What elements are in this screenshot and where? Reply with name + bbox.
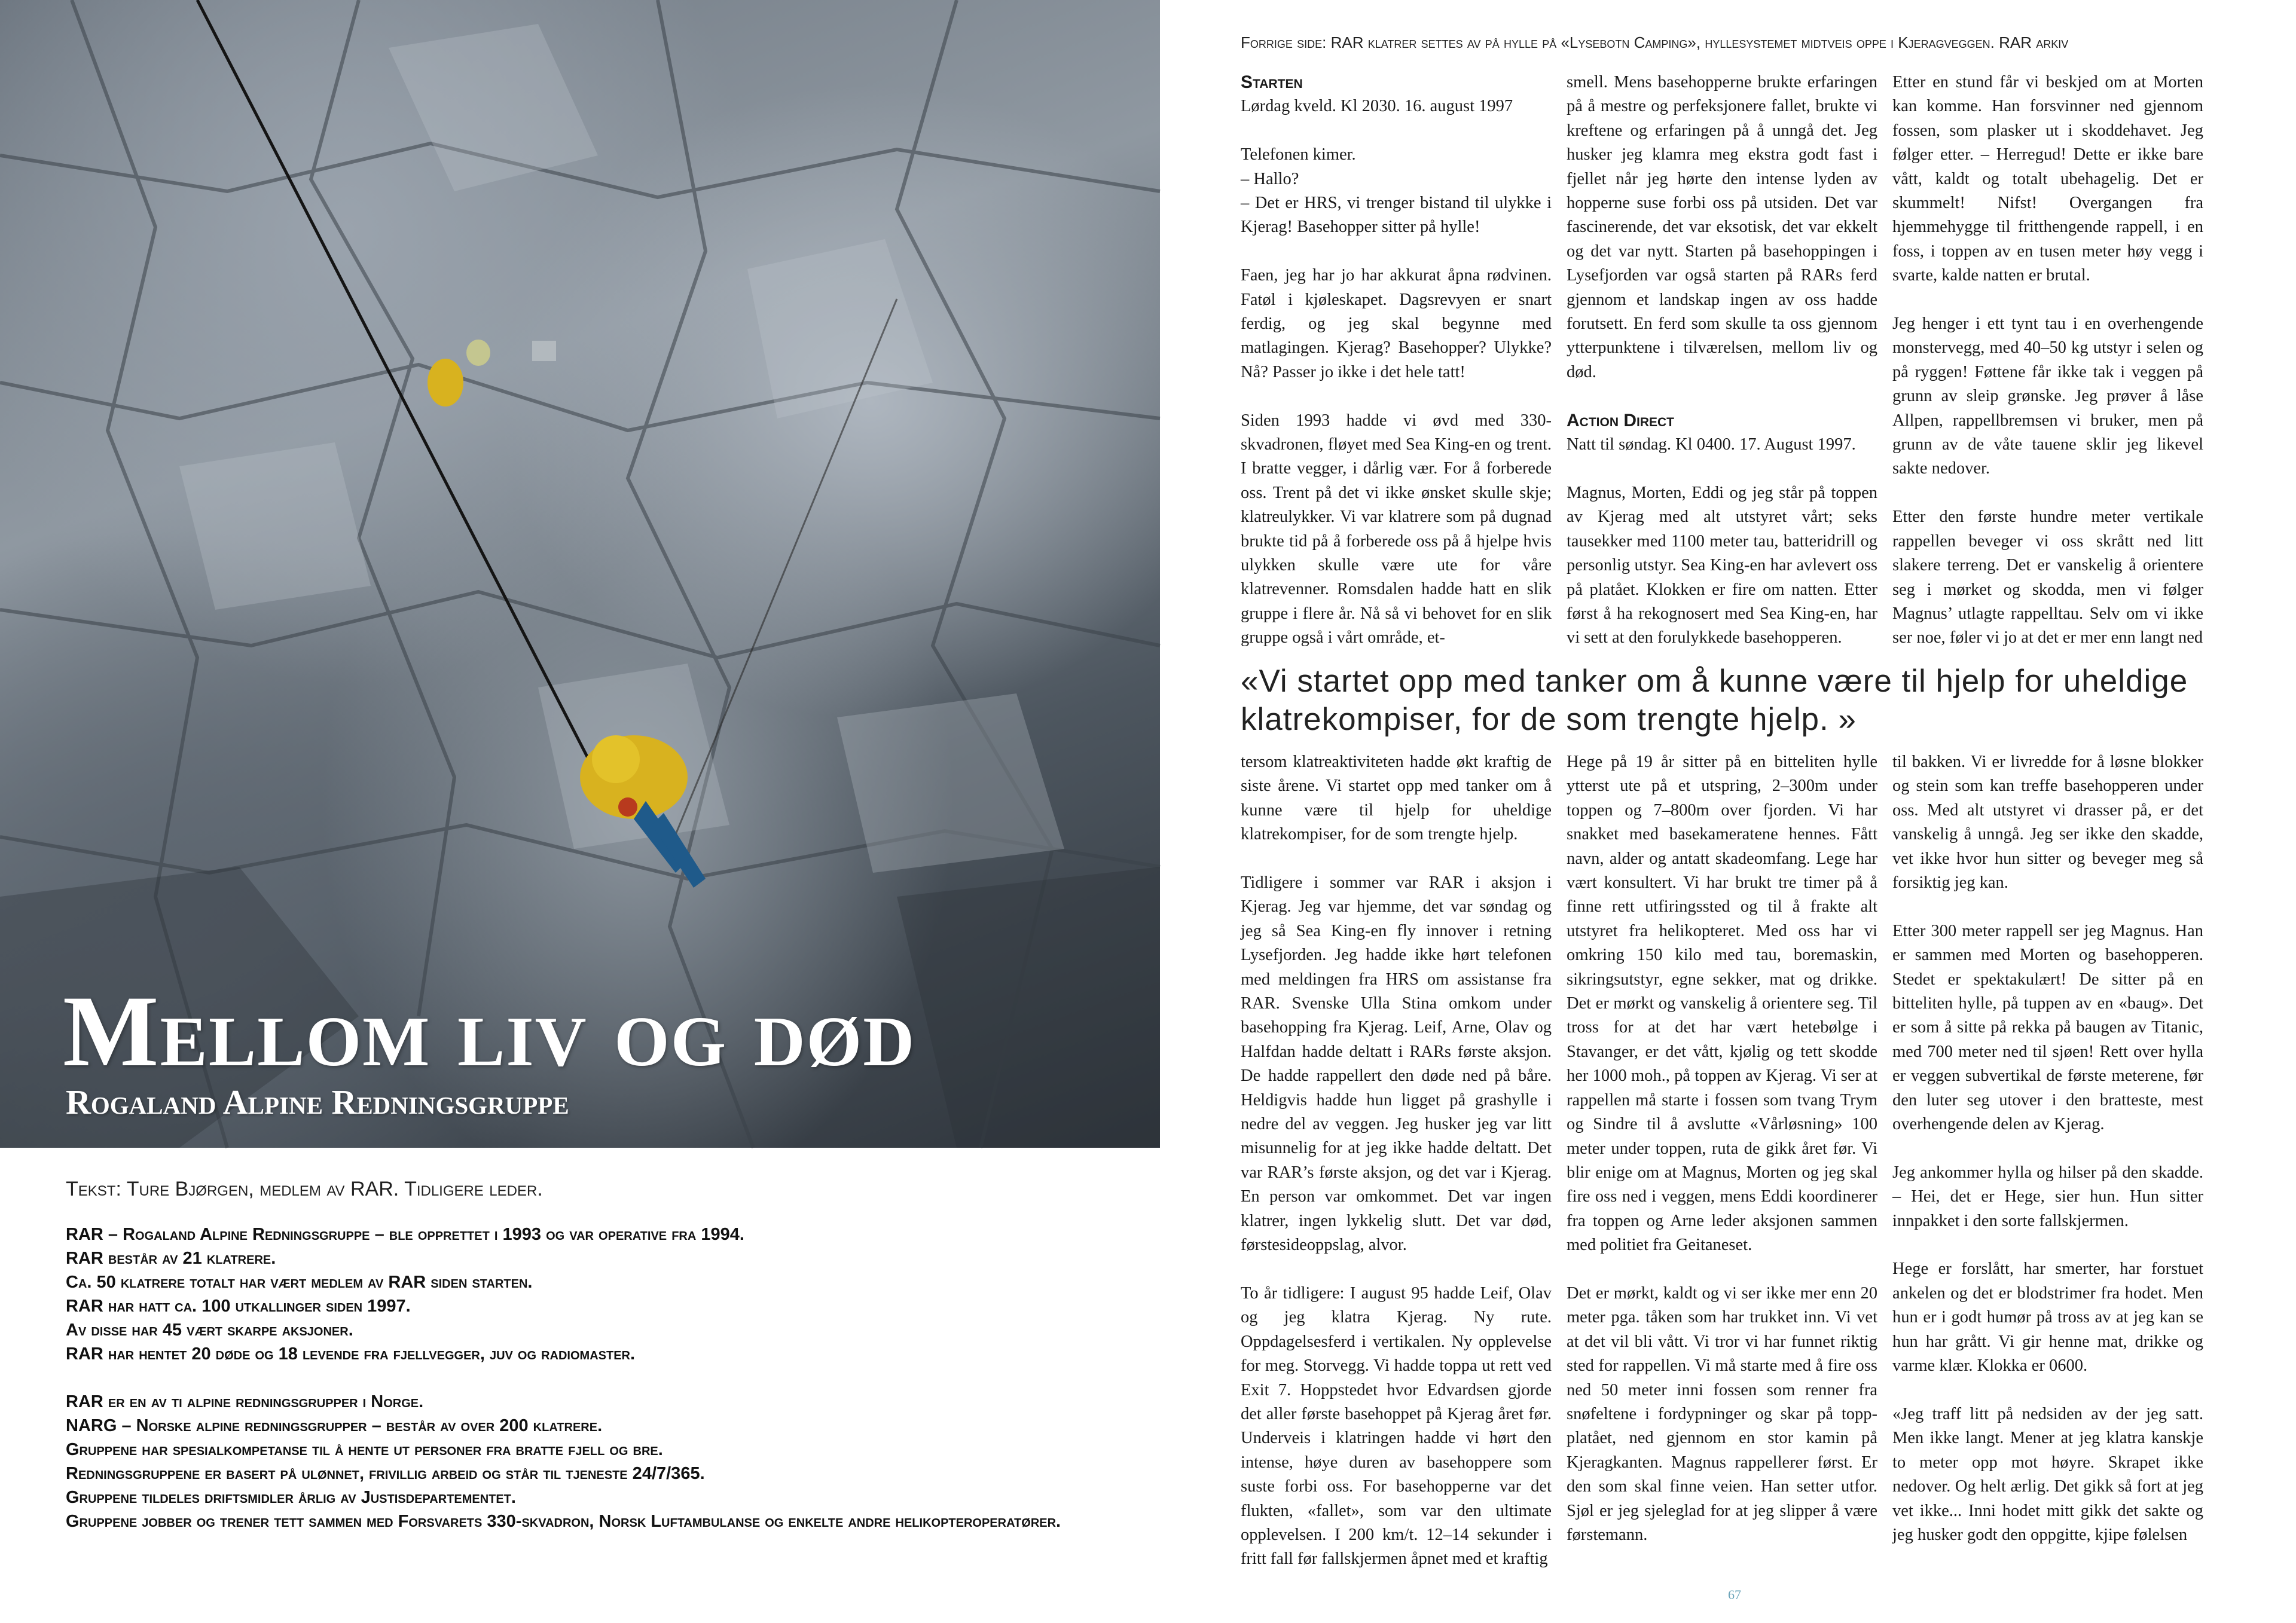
fact-line: NARG – Norske alpine redningsgrupper – består av over 200 klatrere.: [66, 1416, 603, 1435]
fact-line: Gruppene har spesialkompetanse til å hente ut personer fra bratte fjell og bre.: [66, 1440, 663, 1459]
paragraph-spacer: [1241, 384, 1552, 408]
body-paragraph: «Jeg traff litt på nedsiden av der jeg satt. Men ikke langt. Mener at jeg klatra kanskje to meter opp mot høyre. Skrapet ikke nedover. Og helt ærlig. Det gikk så fort at jeg vet ikke... Inni hodet mitt gikk det sakte og jeg husker godt den oppgitte, kjipe følelsen: [1892, 1404, 2203, 1544]
body-paragraph: Jeg henger i ett tynt tau i en overhengende monstervegg, med 40–50 kg utstyr i selen og på ryggen! Føttene får ikke tak i veggen på grunn av sleip grønske. Jeg prøver å låse Allpen, rappellbremsen vi bruker, men på grunn av de våte tauene sklir jeg likevel sakte nedover.: [1892, 314, 2203, 478]
pull-quote: «Vi startet opp med tanker om å kunne være til hjelp for uheldige klatrekompiser, for de som trengte hjelp. »: [1241, 664, 2188, 737]
paragraph-spacer: [1892, 288, 2203, 312]
fact-line: RAR har hentet 20 døde og 18 levende fra fjellvegger, juv og radiomaster.: [66, 1344, 636, 1364]
body-paragraph: Lørdag kveld. Kl 2030. 16. august 1997: [1241, 97, 1513, 116]
paragraph-spacer: [1892, 895, 2203, 919]
paragraph-spacer: [1241, 240, 1552, 264]
body-paragraph: Jeg ankommer hylla og hilser på den skadde. – Hei, det er Hege, sier hun. Hun sitter innpakket i den sorte fallskjermen.: [1892, 1163, 2203, 1230]
paragraph-spacer: [1892, 481, 2203, 505]
fact-line: RAR har hatt ca. 100 utkallinger siden 1997.: [66, 1297, 411, 1316]
body-paragraph: Telefonen kimer.: [1241, 145, 1356, 164]
fact-line: Ca. 50 klatrere totalt har vært medlem av RAR siden starten.: [66, 1273, 533, 1292]
fact-line: Gruppene tildeles driftsmidler årlig av Justisdepartementet.: [66, 1488, 516, 1507]
body-paragraph: Magnus, Morten, Eddi og jeg står på toppen av Kjerag med alt utstyret vårt; seks tausekker med 1100 meter tau, batteridrill og personlig utstyr. Sea King-en har avlevert oss på platået. Klokken er fire om natten. Etter først å ha rekognosert med Sea King-en, har vi sett at den forulykkede basehopperen.: [1567, 483, 1877, 647]
author-credit: Tekst: Ture Bjørgen, medlem av RAR. Tidligere leder.: [66, 1178, 543, 1200]
body-column-bottom-1: [1241, 750, 1552, 1569]
fact-line: RAR – Rogaland Alpine Redningsgruppe – ble opprettet i 1993 og var operative fra 1994.: [66, 1225, 744, 1244]
body-paragraph: – Hallo?: [1241, 169, 1299, 188]
body-paragraph: Det er mørkt, kaldt og vi ser ikke mer enn 20 meter pga. tåken som har trukket inn. Vi vet at det vil bli vått. Vi tror vi har funnet riktig sted for rappellen. Vi må starte med å fire oss ned 50 meter inni fossen som renner fra snøfeltene i fordypninger og skar på topp-platået, ned gjennom en stor kamin på Kjeragkanten. Magnus rappellerer først. Er den som skal finne veien. Han setter utfor. Sjøl er jeg sjeleglad for at jeg slipper å være førstemann.: [1567, 1283, 1877, 1544]
fact-spacer: [66, 1366, 1118, 1390]
body-paragraph: To år tidligere: I august 95 hadde Leif, Olav og jeg klatra Kjerag. Ny rute. Oppdagelsesferd i vertikalen. Ny opplevelse for meg. Storvegg. Vi hadde toppa ut rett ved Exit 7. Hoppstedet hvor Edvardsen gjorde det aller første basehoppet på Kjerag året før. Underveis i klatringen hadde vi hørt den intense, høye duren av basehoppere som suste forbi oss. For basehopperne var det flukten, «fallet», som var den ultimate opplevelsen. I 200 km/t. 12–14 sekunder i fritt fall før fallskjermen åpnet med et kraftig: [1241, 1283, 1552, 1569]
body-column-top-1: [1241, 71, 1552, 647]
fact-line: RAR er en av ti alpine redningsgrupper i Norge.: [66, 1392, 424, 1411]
article-subtitle: Rogaland Alpine Redningsgruppe: [66, 1083, 569, 1121]
photo-caption: Forrige side: RAR klatrer settes av på hylle på «Lysebotn Camping», hyllesystemet midtveis oppe i Kjeragveggen. RAR arkiv: [1241, 33, 2069, 51]
fact-line: Redningsgruppene er basert på ulønnet, frivillig arbeid og står til tjeneste 24/7/365.: [66, 1464, 705, 1483]
paragraph-spacer: [1241, 847, 1552, 871]
paragraph-spacer: [1241, 119, 1552, 143]
fact-line: Av disse har 45 vært skarpe aksjoner.: [66, 1321, 353, 1340]
body-paragraph: Hege på 19 år sitter på en bitteliten hylle ytterst ute på et utspring, 2–300m under toppen og 7–800m over fjorden. Vi har snakket med basekameratene hennes. Fått navn, alder og antatt skadeomfang. Lege har vært konsultert. Vi har brukt tre timer på å finne rett utfiringssted og til å frakte alt utstyret fra helikopteret. Med oss har vi omkring 150 kilo med tau, boremaskin, sikringsutstyr, egne sekker, mat og drikke. Det er mørkt og vanskelig å orientere seg. Til tross for at det har vært hetebølge i Stavanger, er det vått, kjølig og tett skodde her 1000 moh., på toppen av Kjerag. Vi ser at rappellen må starte i fossen som tvang Trym og Sindre til å avslutte «Vårløsning» 100 meter under toppen, ruta de gikk året før. Vi blir enige om at Magnus, Morten og jeg skal fire oss ned i veggen, mens Eddi koordinerer fra toppen og Arne leder aksjonen sammen med politiet fra Geitaneset.: [1567, 753, 1877, 1255]
body-paragraph: Faen, jeg har jo har akkurat åpna rødvinen. Fatøl i kjøleskapet. Dagsrevyen er snart ferdig, og jeg skal begynne med matlagingen. Kjerag? Basehopper? Ulykke? Nå? Passer jo ikke i det hele tatt!: [1241, 266, 1552, 381]
section-heading: Action Direct: [1567, 410, 1674, 430]
body-paragraph: Etter den første hundre meter vertikale rappellen beveger vi oss skrått ned litt slakere terreng. Det er vanskelig å orientere seg i mørket og skodda, men vi følger Magnus’ utlagte rappelltau. Selv om vi ikke ser noe, føler vi jo at det er mer enn langt ned: [1892, 508, 2203, 647]
body-column-bottom-3: [1892, 750, 2203, 1548]
paragraph-spacer: [1892, 1379, 2203, 1402]
climbers-on-ledge: [428, 340, 556, 406]
paragraph-spacer: [1567, 384, 1877, 408]
body-paragraph: – Det er HRS, vi trenger bistand til ulykke i Kjerag! Basehopper sitter på hylle!: [1241, 194, 1552, 237]
body-column-top-2: [1567, 71, 1877, 647]
body-paragraph: til bakken. Vi er livredde for å løsne blokker og stein som kan treffe basehopperen under oss. Med alt utstyret vi drasser på, er det vanskelig å unngå. Jeg ser ikke den skadde, vet ikke hvor hun sitter og beveger meg så forsiktig jeg kan.: [1892, 753, 2203, 893]
paragraph-spacer: [1892, 1136, 2203, 1160]
body-column-bottom-2: [1567, 750, 1877, 1548]
body-paragraph: tersom klatreaktiviteten hadde økt kraftig de siste årene. Vi startet opp med tanker om å kunne være til hjelp for uheldige klatrekompiser, for de som trengte hjelp.: [1241, 753, 1552, 844]
page-number: 67: [1728, 1587, 1741, 1602]
body-column-top-3: [1892, 71, 2203, 647]
body-paragraph: Hege er forslått, har smerter, har forstuet ankelen og det er blodstrimer fra hodet. Men hun er i godt humør på tross av at jeg kan se hun har grått. Vi gir henne mat, drikke og varme klær. Klokka er 0600.: [1892, 1260, 2203, 1376]
paragraph-spacer: [1892, 1233, 2203, 1257]
cliff-rappel-photo: [0, 0, 1160, 1148]
fact-line: Gruppene jobber og trener tett sammen med Forsvarets 330-skvadron, Norsk Luftambulanse og enkelte andre helikopteroperatører.: [66, 1512, 1061, 1531]
body-paragraph: Etter 300 meter rappell ser jeg Magnus. Han er sammen med Morten og basehopperen. Stedet er spektakulært! De sitter på en bitteliten hylle, på tuppen av en «baug». Det er som å sitte på rekka på baugen av Titanic, med 700 meter ned til sjøen! Rett over hylla er veggen subvertikal de første meterene, før den luter seg utover i den bratteste, mest overhengende delen av Kjerag.: [1892, 921, 2203, 1134]
body-paragraph: Tidligere i sommer var RAR i aksjon i Kjerag. Jeg var hjemme, det var søndag og jeg så Sea King-en fly innover i retning Lysefjorden. Jeg hadde ikke hørt telefonen med meldingen fra HRS om assistanse fra RAR. Svenske Ulla Stina omkom under basehopping fra Kjerag. Leif, Arne, Olav og Halfdan hadde deltatt i RARs første aksjon. De hadde rappellert den døde ned på båre. Heldigvis hadde hun ligget på grashylle i nedre del av veggen. Jeg husker jeg var litt misunnelig for at jeg ikke hadde deltatt. Det var RAR’s første aksjon, og det var i Kjerag. En person var omkommet. Det var ingen klatrer, ingen lykkelig slutt. Det var død, førstesideoppslag, alvor.: [1241, 873, 1552, 1255]
paragraph-spacer: [1241, 1258, 1552, 1282]
fact-line: RAR består av 21 klatrere.: [66, 1249, 276, 1268]
body-paragraph: Natt til søndag. Kl 0400. 17. August 1997.: [1567, 435, 1856, 454]
facts-box: [66, 1222, 1118, 1533]
section-heading: Starten: [1241, 72, 1303, 92]
article-title: Mellom liv og død: [63, 975, 916, 1087]
paragraph-spacer: [1567, 1258, 1877, 1282]
paragraph-spacer: [1567, 457, 1877, 481]
body-paragraph: Etter en stund får vi beskjed om at Morten kan komme. Han forsvinner ned gjennom fossen, som plasker ut i skoddehavet. Jeg følger etter. – Herregud! Dette er ikke bare vått, kaldt og totalt ubehagelig. Det er skummelt! Nifst! Overgangen fra hjemmehygge til fritthengende rappell, i en foss, i toppen av en tusen meter høy vegg i svarte, kalde natten er brutal.: [1892, 73, 2203, 285]
body-paragraph: smell. Mens basehopperne brukte erfaringen på å mestre og perfeksjonere fallet, brukte vi kreftene og erfaringen på å unngå det. Jeg husker jeg klamra meg ekstra godt fast i fjellet når jeg hørte den intense lyden av hopperne suse forbi oss på utsiden. Det var fascinerende, det var eksotisk, det var ekkelt og det var nytt. Starten på basehoppingen i Lysefjorden var også starten på RARs ferd gjennom et landskap ingen av oss hadde forutsett. En ferd som skulle ta oss gjennom ytterpunktene i tilværelsen, mellom liv og død.: [1567, 73, 1877, 381]
body-paragraph: Siden 1993 hadde vi øvd med 330-skvadronen, fløyet med Sea King-en og trent. I bratte vegger, i dårlig vær. For å forberede oss. Trent på det vi ikke ønsket skulle skje; klatreulykker. Vi var klatrere som på dugnad brukte tid på å forberede oss på å hjelpe hvis ulykken skulle være ute for våre klatrevenner. Romsdalen hadde hatt en slik gruppe i flere år. Nå så vi behovet for en slik gruppe også i vårt område, et-: [1241, 411, 1552, 647]
